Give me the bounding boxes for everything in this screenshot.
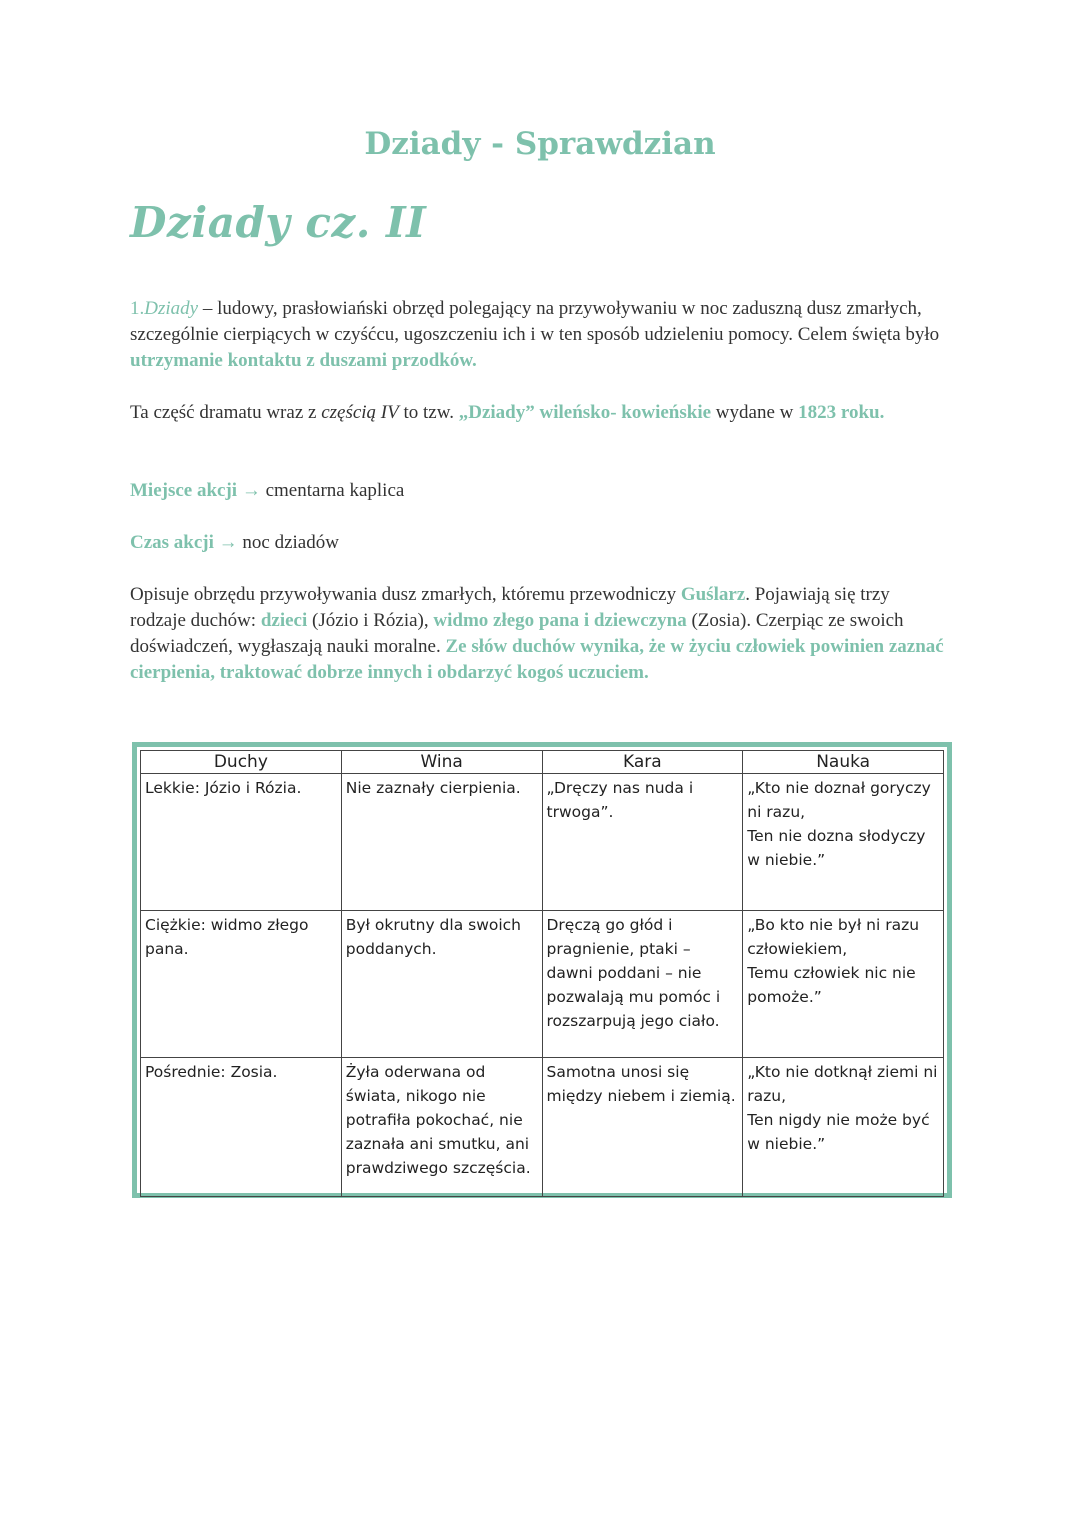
cell-wina: Nie zaznały cierpienia.: [341, 774, 542, 911]
section-title: Dziady cz. II: [130, 198, 427, 247]
table-header-row: [141, 751, 944, 774]
table-row: [141, 1058, 944, 1197]
nauka-line: „Kto nie dotknął ziemi ni razu,: [747, 1063, 938, 1105]
nauka-line: Temu człowiek nic nie pomoże.”: [747, 964, 916, 1006]
paragraph-definition: [130, 296, 950, 374]
time-value: noc dziadów: [242, 532, 339, 553]
header-kara: Kara: [542, 751, 743, 774]
cell-kara: Dręczą go głód i pragnienie, ptaki – dawni poddani – nie pozwalają mu pomóc i rozszarpują jego ciało.: [542, 911, 743, 1058]
cell-nauka: [743, 911, 944, 1058]
publication-text-a: Ta część dramatu wraz z: [130, 402, 322, 423]
cell-kara: „Dręczy nas nuda i trwoga”.: [542, 774, 743, 911]
paragraph-number: 1.: [130, 298, 145, 319]
place-value: cmentarna kaplica: [265, 480, 405, 501]
cell-duchy: Lekkie: Józio i Rózia.: [141, 774, 342, 911]
summary-text-c: (Józio i Rózia),: [307, 610, 434, 631]
paragraph-time: [130, 530, 950, 556]
summary-text-a: Opisuje obrzędu przywoływania dusz zmarłych, któremu przewodniczy: [130, 584, 681, 605]
header-duchy: Duchy: [141, 751, 342, 774]
publication-title-highlight: „Dziady” wileńsko- kowieńskie: [458, 402, 712, 423]
summary-dzieci: dzieci: [260, 610, 308, 631]
arrow-icon: →: [213, 532, 243, 553]
summary-widmo: widmo złego pana i dziewczyna: [433, 610, 687, 631]
summary-guslarz: Guślarz: [680, 584, 746, 605]
paragraph-summary: [130, 582, 950, 686]
cell-duchy: Ciężkie: widmo złego pana.: [141, 911, 342, 1058]
paragraph-place: [130, 478, 950, 504]
nauka-line: Ten nigdy nie może być w niebie.”: [747, 1111, 930, 1153]
nauka-line: Ten nie dozna słodyczy w niebie.”: [747, 827, 926, 869]
arrow-icon: →: [237, 480, 266, 501]
table-row: [141, 774, 944, 911]
document-title: Dziady - Sprawdzian: [364, 126, 716, 162]
publication-text-b: to tzw.: [398, 402, 459, 423]
cell-kara: Samotna unosi się między niebem i ziemią.: [542, 1058, 743, 1197]
cell-wina: Żyła oderwana od świata, nikogo nie potrafiła pokochać, nie zaznała ani smutku, ani prawdziwego szczęścia.: [341, 1058, 542, 1197]
definition-highlight: utrzymanie kontaktu z duszami przodków.: [130, 350, 477, 371]
header-wina: Wina: [341, 751, 542, 774]
cell-nauka: [743, 1058, 944, 1197]
spirits-table: [140, 750, 944, 1197]
definition-text: – ludowy, prasłowiański obrzęd polegający na przywoływaniu w noc zaduszną dusz zmarłych, szczególnie cierpiących w czyśćcu, ugoszczeniu ich i w ten sposób udzieleniu pomocy. Celem święta było: [130, 298, 940, 345]
spirits-table-frame: [132, 742, 952, 1198]
summary-text-d: (Zosia). Czerpiąc ze swoich doświadczeń, wygłaszają nauki moralne.: [130, 610, 904, 657]
paragraph-publication: [130, 400, 950, 426]
publication-year-highlight: 1823 roku.: [798, 402, 885, 423]
table-row: [141, 911, 944, 1058]
summary-text-b: . Pojawiają się trzy rodzaje duchów:: [130, 584, 890, 631]
place-label: Miejsce akcji: [130, 480, 238, 501]
nauka-line: „Bo kto nie był ni razu człowiekiem,: [747, 916, 920, 958]
cell-nauka: [743, 774, 944, 911]
nauka-line: „Kto nie doznał goryczy ni razu,: [747, 779, 931, 821]
summary-conclusion: Ze słów duchów wynika, że w życiu człowiek powinien zaznać cierpienia, traktować dobrze innych i obdarzyć kogoś uczuciem.: [130, 636, 944, 683]
cell-wina: Był okrutny dla swoich poddanych.: [341, 911, 542, 1058]
cell-duchy: Pośrednie: Zosia.: [141, 1058, 342, 1197]
time-label: Czas akcji: [130, 532, 214, 553]
publication-part-iv: częścią IV: [321, 402, 399, 423]
term-dziady: Dziady: [144, 298, 199, 319]
header-nauka: Nauka: [743, 751, 944, 774]
publication-text-c: wydane w: [711, 402, 799, 423]
